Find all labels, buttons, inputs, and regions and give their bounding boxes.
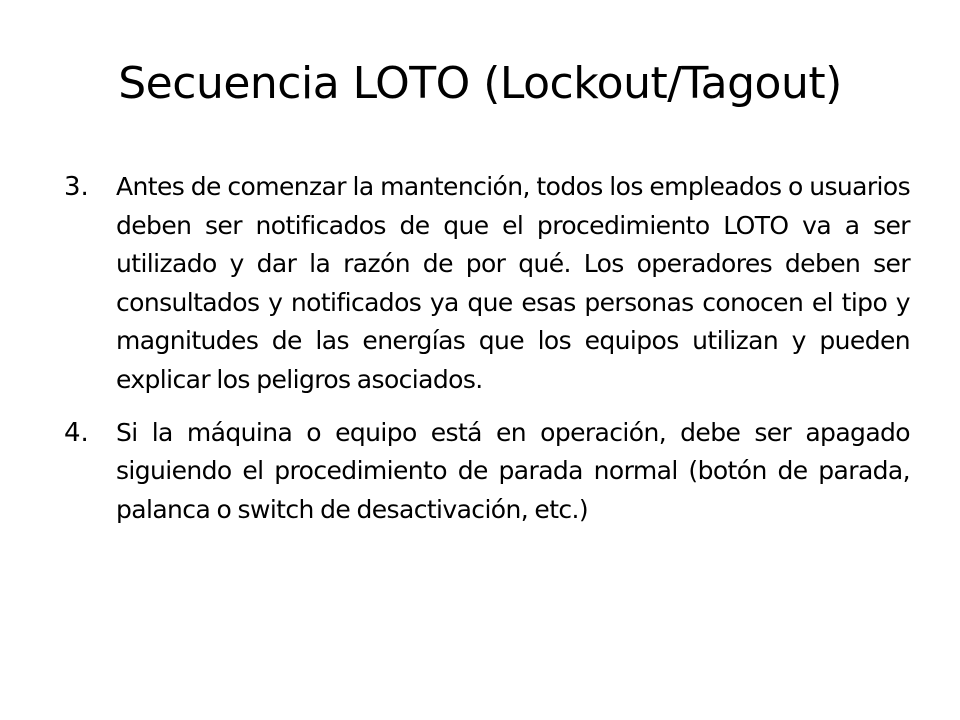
- list-item-4: [64, 414, 910, 530]
- list-item-number: 3.: [64, 172, 89, 202]
- numbered-list: [64, 168, 910, 543]
- list-item-number: 4.: [64, 417, 89, 448]
- list-item-text: Si la máquina o equipo está en operación, debe ser apagado siguiendo el procedimiento de parada normal (botón de parada, palanca o switch de desactivación, etc.): [116, 417, 910, 524]
- list-item-text: Antes de comenzar la mantención, todos los empleados o usuarios deben ser notificados de que el procedimiento LOTO va a ser utilizado y dar la razón de por qué. Los operadores deben ser consultados y notificados ya que esas personas conocen el tipo y magnitudes de las energías que los equipos utilizan y pueden explicar los peligros asociados.: [116, 172, 910, 394]
- slide-title: Secuencia LOTO (Lockout/Tagout): [118, 58, 842, 109]
- list-item-3: [64, 168, 910, 400]
